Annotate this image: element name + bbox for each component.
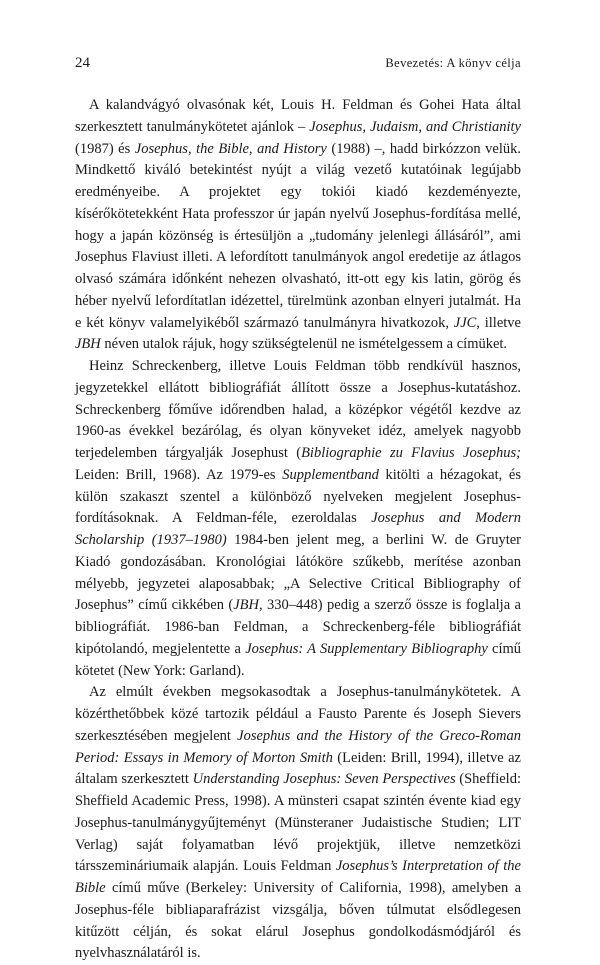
running-head-chapter-title: Bevezetés: A könyv célja (385, 56, 521, 70)
text-run: néven utalok rájuk, hogy szükségtelenül ne ismételgessem a címüket. (100, 336, 508, 353)
italic-title-run: JBH (75, 336, 101, 353)
text-run: (Leiden: Brill, 1994), illetve az általam szerkesztett (75, 749, 521, 788)
body-text (75, 95, 521, 965)
text-run: kitölti a hézagokat, és külön szakaszt szentel a különböző nyelveken megjelent Josephus-fordításoknak. A Feldman-féle, ezeroldalas (75, 466, 521, 527)
page-number: 24 (75, 55, 90, 71)
running-head (75, 55, 521, 75)
text-run: A kalandvágyó olvasónak két, Louis H. Feldman és Gohei Hata által szerkesztett tanulmánykötetet ajánlok – (75, 97, 521, 135)
italic-title-run: Josephus and Modern Scholarship (1937–1980) (75, 510, 521, 548)
text-run: illetve (479, 314, 521, 331)
text-run: (1988) –, hadd birkózzon velük. Mindkettő kiváló betekintést nyújt a világ vezető kutatóinak legújabb eredményeibe. A projektet egy tokiói kiadó kezdeményezte, kísérőkötetekként Hata professzor úr japán nyelvű Josephus-fordítása mellé, hogy a japán közönség is értesüljön a „tudomány jelenlegi állásáról”, ami Josephus Flaviust illeti. A lefordított tanulmányok angol eredetije az átlagos olvasó számára időnként nehezen olvasható, itt-ott egy kis latin, görög és héber nyelvű lefordítatlan idézettel, türelmünk azonban elnyeri jutalmát. Ha e két könyv valamelyikéből származó tanulmányra hivatkozok, (75, 140, 521, 331)
italic-title-run: Josephus’s Interpretation of the Bible (75, 858, 521, 896)
italic-title-run: Josephus: A Supplementary Bibliography (245, 640, 488, 657)
text-run: Heinz Schreckenberg, illetve Louis Feldman több rendkívül hasznos, jegyzetekkel ellátott bibliográfiát állított össze a Josephus-kutatáshoz. Schreckenberg főműve időrendben halad, a középkor végétől kezdve az 1960-as évekkel bezárólag, és olyan könyveket idéz, amelyek nagyobb terjedelemben tárgyalják Josephust ( (75, 358, 521, 461)
italic-title-run: JBH, (233, 597, 263, 614)
text-run: (Sheffield: Sheffield Academic Press, 1998). A münsteri csapat szintén évente kiad egy Josephus-tanulmánygyűjteményt (Münsteraner Judaistische Studien; LIT Verlag) saját folyamatban lévő projektjük, illetve nemzetközi társszemináriumaik alapján. Louis Feldman (75, 771, 521, 875)
text-run: Leiden: Brill, 1968). Az 1979-es (75, 466, 283, 483)
text-run: (1987) és (75, 140, 135, 157)
italic-title-run: Supplementband (282, 466, 379, 483)
text-run: című műve (Berkeley: University of California, 1998), amelyben a Josephus-féle bibliaparafrázist vizsgálja, bőven túlmutat elsődlegesen kitűzött célján, és sokat elárul Josephus gondolkodásmódjáról és nyelvhasználatáról is. (75, 880, 521, 962)
paragraph (75, 356, 521, 682)
italic-title-run: Understanding Josephus: Seven Perspectives (192, 771, 456, 788)
italic-title-run: Bibliographie zu Flavius Josephus; (301, 445, 521, 461)
text-run: 1984-ben jelent meg, a berlini W. de Gruyter Kiadó gondozásában. Kronológiai látóköre szűkebb, merítése azonban mélyebb, jegyzetei alaposabbak; „A Selective Critical Bibliography of Josephus” című cikkében ( (75, 532, 522, 614)
text-run: Az elmúlt években megsokasodtak a Josephus-tanulmánykötetek. A közérthetőbbek közé tartozik például a Fausto Parente és Joseph Sievers szerkesztésében megjelent (75, 684, 521, 744)
italic-title-run: JJC, (453, 314, 480, 331)
paragraph (75, 95, 521, 356)
text-run: 330–448) pedig a szerző össze is foglalja a bibliográfiát. 1986-ban Feldman, a Schreckenberg-féle bibliográfiát kipótolandó, megjelentette a (75, 597, 521, 657)
paragraph (75, 682, 521, 965)
italic-title-run: Josephus, Judaism, and Christianity (309, 118, 521, 135)
text-run: című kötetet (New York: Garland). (75, 640, 522, 679)
italic-title-run: Josephus and the History of the Greco-Roman Period: Essays in Memory of Morton Smith (75, 727, 521, 766)
italic-title-run: Josephus, the Bible, and History (134, 140, 327, 157)
